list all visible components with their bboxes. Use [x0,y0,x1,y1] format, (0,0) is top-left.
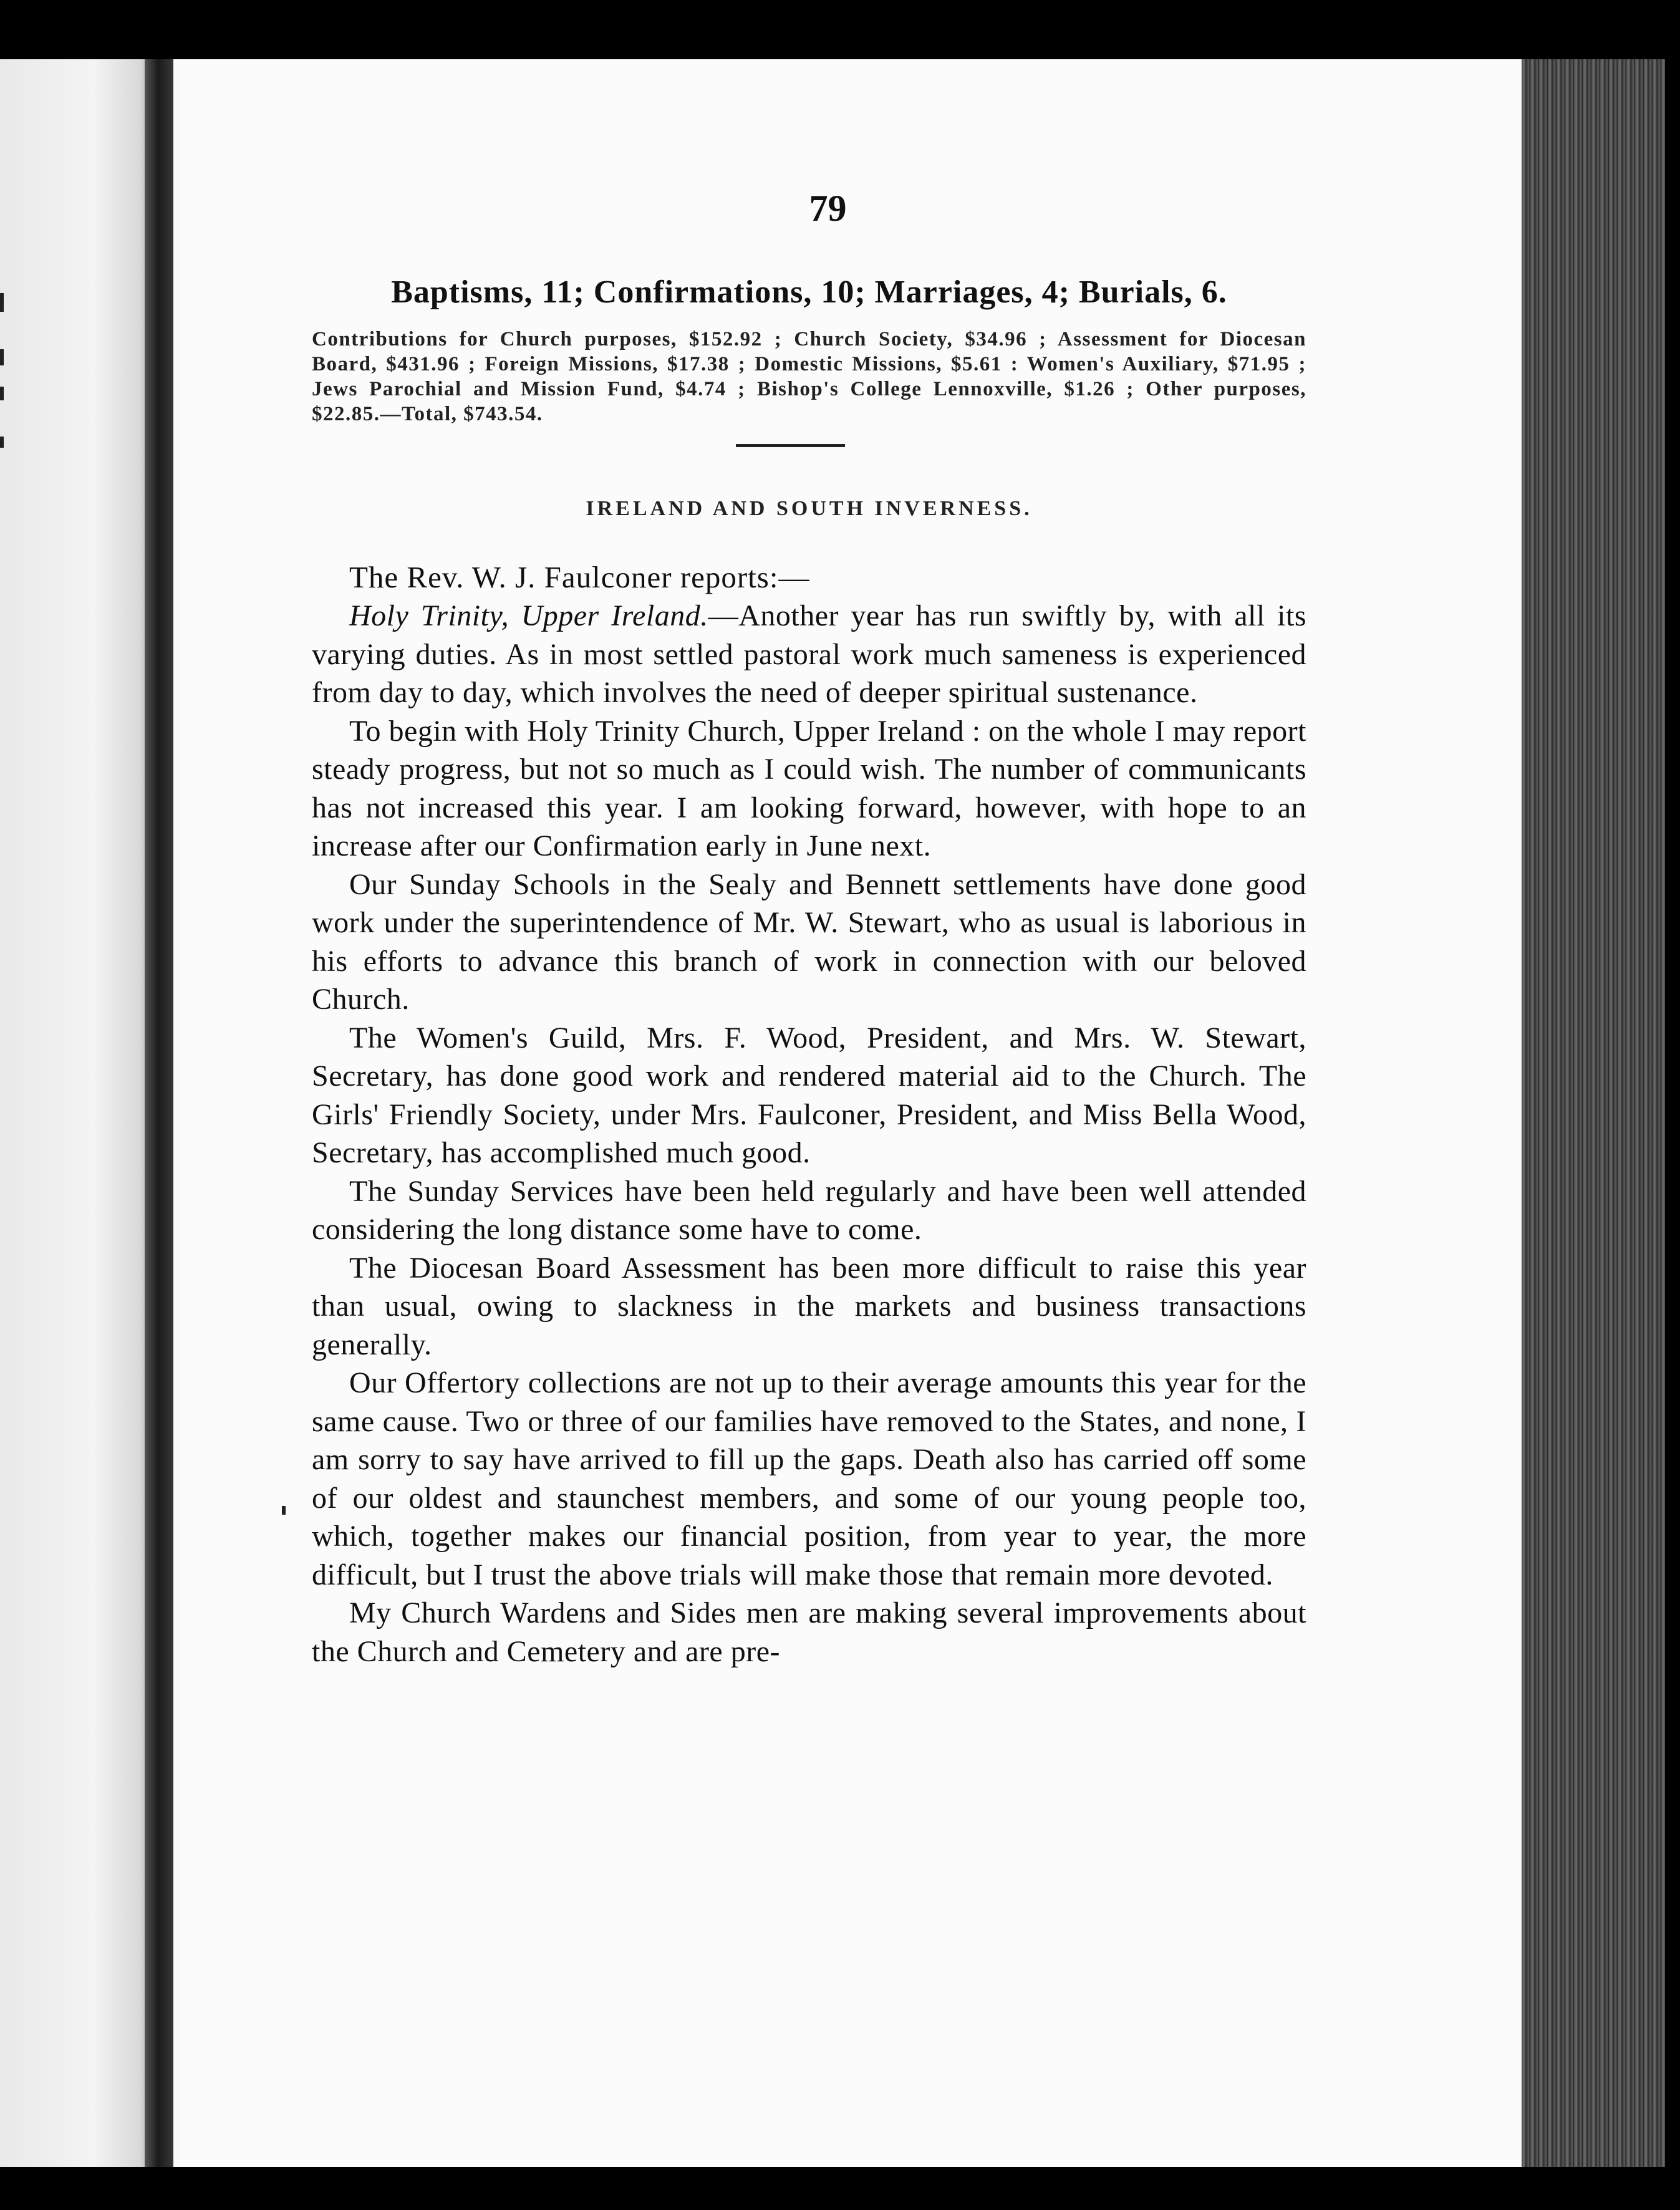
report-paragraph-text: —Another year has run swiftly by, with all its varying duties. As in most settled pastoral work much sameness is experienced from day to day, which involves the need of deeper spiritual sustenance. [312,599,1306,709]
section-divider [736,444,845,447]
report-paragraph: To begin with Holy Trinity Church, Upper Ireland : on the whole I may report steady progress, but not so much as I could wish. The number of communicants has not increased this year. I am looking forward, however, with hope to an increase after our Confirmation early in June next. [312,714,1306,862]
report-paragraph: Our Sunday Schools in the Sealy and Bennett settlements have done good work under the superintendence of Mr. W. Stewart, who as usual is laborious in his efforts to advance this branch of work in connection with our beloved Church. [312,867,1306,1016]
report-paragraph: The Diocesan Board Assessment has been more difficult to raise this year than usual, owing to slackness in the markets and business transactions generally. [312,1251,1306,1361]
book-page-edges [1522,59,1665,2167]
report-paragraph: Our Offertory collections are not up to their average amounts this year for the same cause. Two or three of our families have removed to the States, and none, I am sorry to say have arrived to fill up the gaps. Death also has carried off some of our oldest and staunchest members, and some of our young people too, which, together makes our financial position, from year to year, the more difficult, but I trust the above trials will make those that remain more devoted. [312,1366,1306,1591]
report-paragraph [312,597,1306,712]
report-paragraph: The Sunday Services have been held regularly and have been well attended considering the long distance some have to come. [312,1174,1306,1246]
margin-mark [282,1506,286,1515]
page-content [312,187,1306,1671]
page-number: 79 [809,188,847,229]
reporter-line: The Rev. W. J. Faulconer reports:— [349,560,810,594]
report-paragraph: My Church Wardens and Sides men are making several improvements about the Church and Cemetery and are pre- [312,1596,1306,1668]
report-paragraph: The Women's Guild, Mrs. F. Wood, President, and Mrs. W. Stewart, Secretary, has done good work and rendered material aid to the Church. The Girls' Friendly Society, under Mrs. Faulconer, President, and Miss Bella Wood, Secretary, has accomplished much good. [312,1021,1306,1169]
facing-page [0,59,156,2167]
section-heading: IRELAND AND SOUTH INVERNESS. [586,497,1033,520]
place-title: Holy Trinity, Upper Ireland. [349,599,708,632]
book-gutter [145,59,175,2167]
parish-statistics: Baptisms, 11; Confirmations, 10; Marriages, 4; Burials, 6. [391,274,1227,310]
contributions-summary: Contributions for Church purposes, $152.92 ; Church Society, $34.96 ; Assessment for Diocesan Board, $431.96 ; Foreign Missions, $17.38 ; Domestic Missions, $5.61 : Women's Auxiliary, $71.95 ; Jews Parochial and Mission Fund, $4.74 ; Bishop's College Lennoxville, $1.26 ; Other purposes, $22.85.—Total, $743.54. [312,328,1306,425]
